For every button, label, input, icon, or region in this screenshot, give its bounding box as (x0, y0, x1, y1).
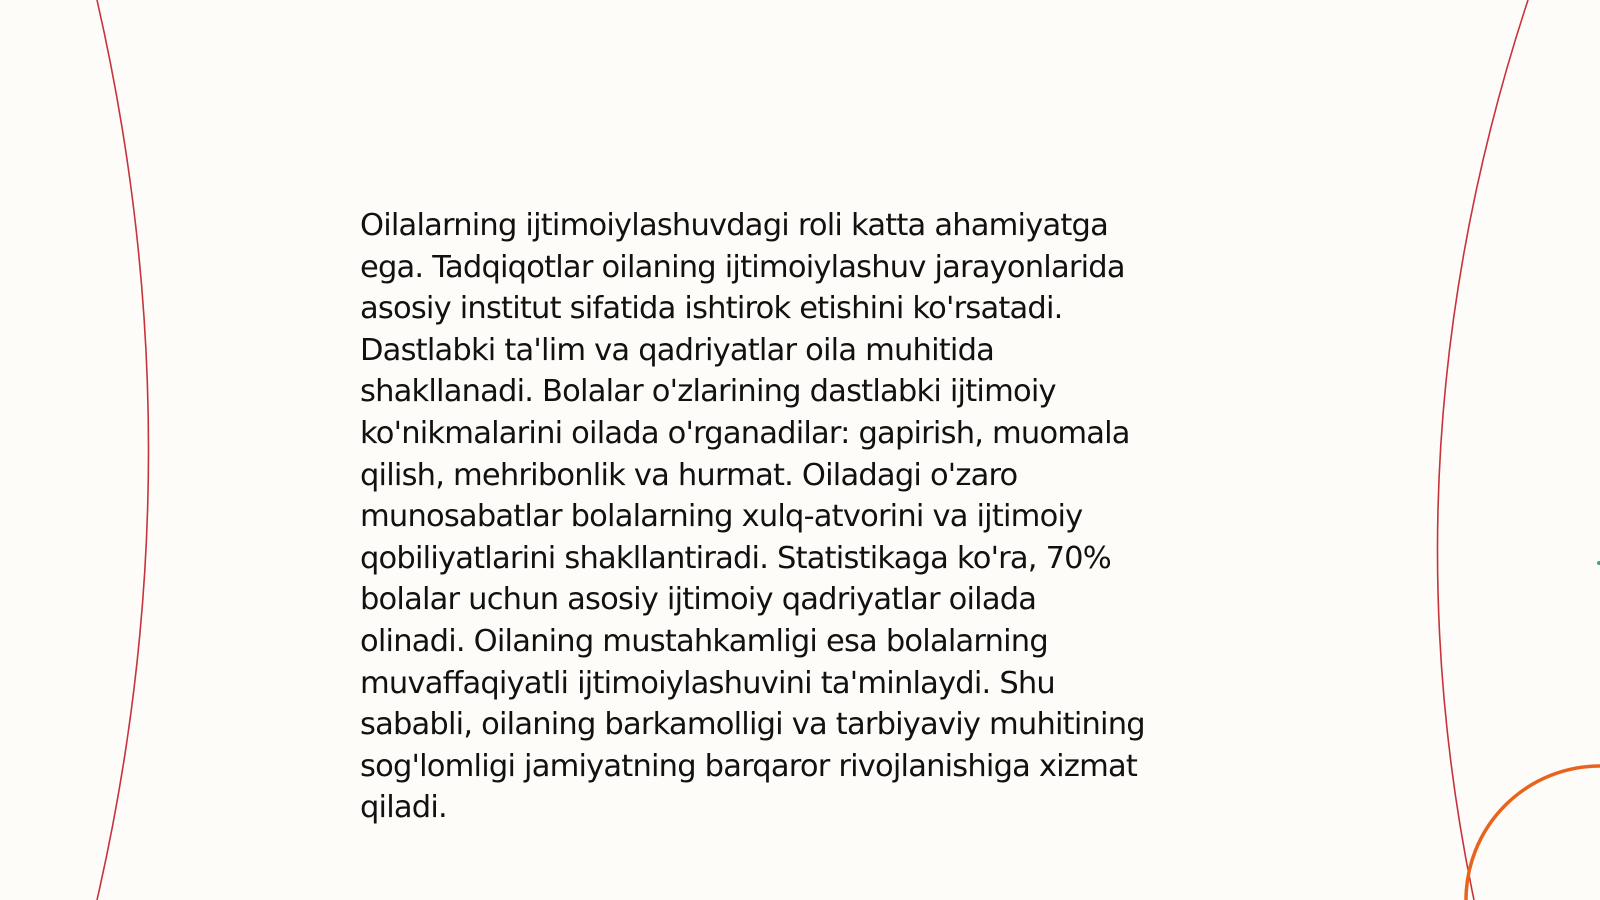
left-curved-line (97, 0, 149, 900)
right-curved-line (1437, 0, 1528, 900)
orange-arc (1466, 766, 1600, 900)
body-paragraph: Oilalarning ijtimoiylashuvdagi roli katta ahamiyatga ega. Tadqiqotlar oilaning ijtimoiylashuv jarayonlarida asosiy institut sifatida ishtirok etishini ko'rsatadi. Dastlabki ta'lim va qadriyatlar oila muhitida shakllanadi. Bolalar o'zlarining dastlabki ijtimoiy ko'nikmalarini oilada o'rganadilar: gapirish, muomala qilish, mehribonlik va hurmat. Oiladagi o'zaro munosabatlar bolalarning xulq-atvorini va ijtimoiy qobiliyatlarini shakllantiradi. Statistikaga ko'ra, 70% bolalar uchun asosiy ijtimoiy qadriyatlar oilada olinadi. Oilaning mustahkamligi esa bolalarning muvaffaqiyatli ijtimoiylashuvini ta'minlaydi. Shu sababli, oilaning barkamolligi va tarbiyaviy muhitining sog'lomligi jamiyatning barqaror rivojlanishiga xizmat qiladi. (360, 208, 1145, 826)
